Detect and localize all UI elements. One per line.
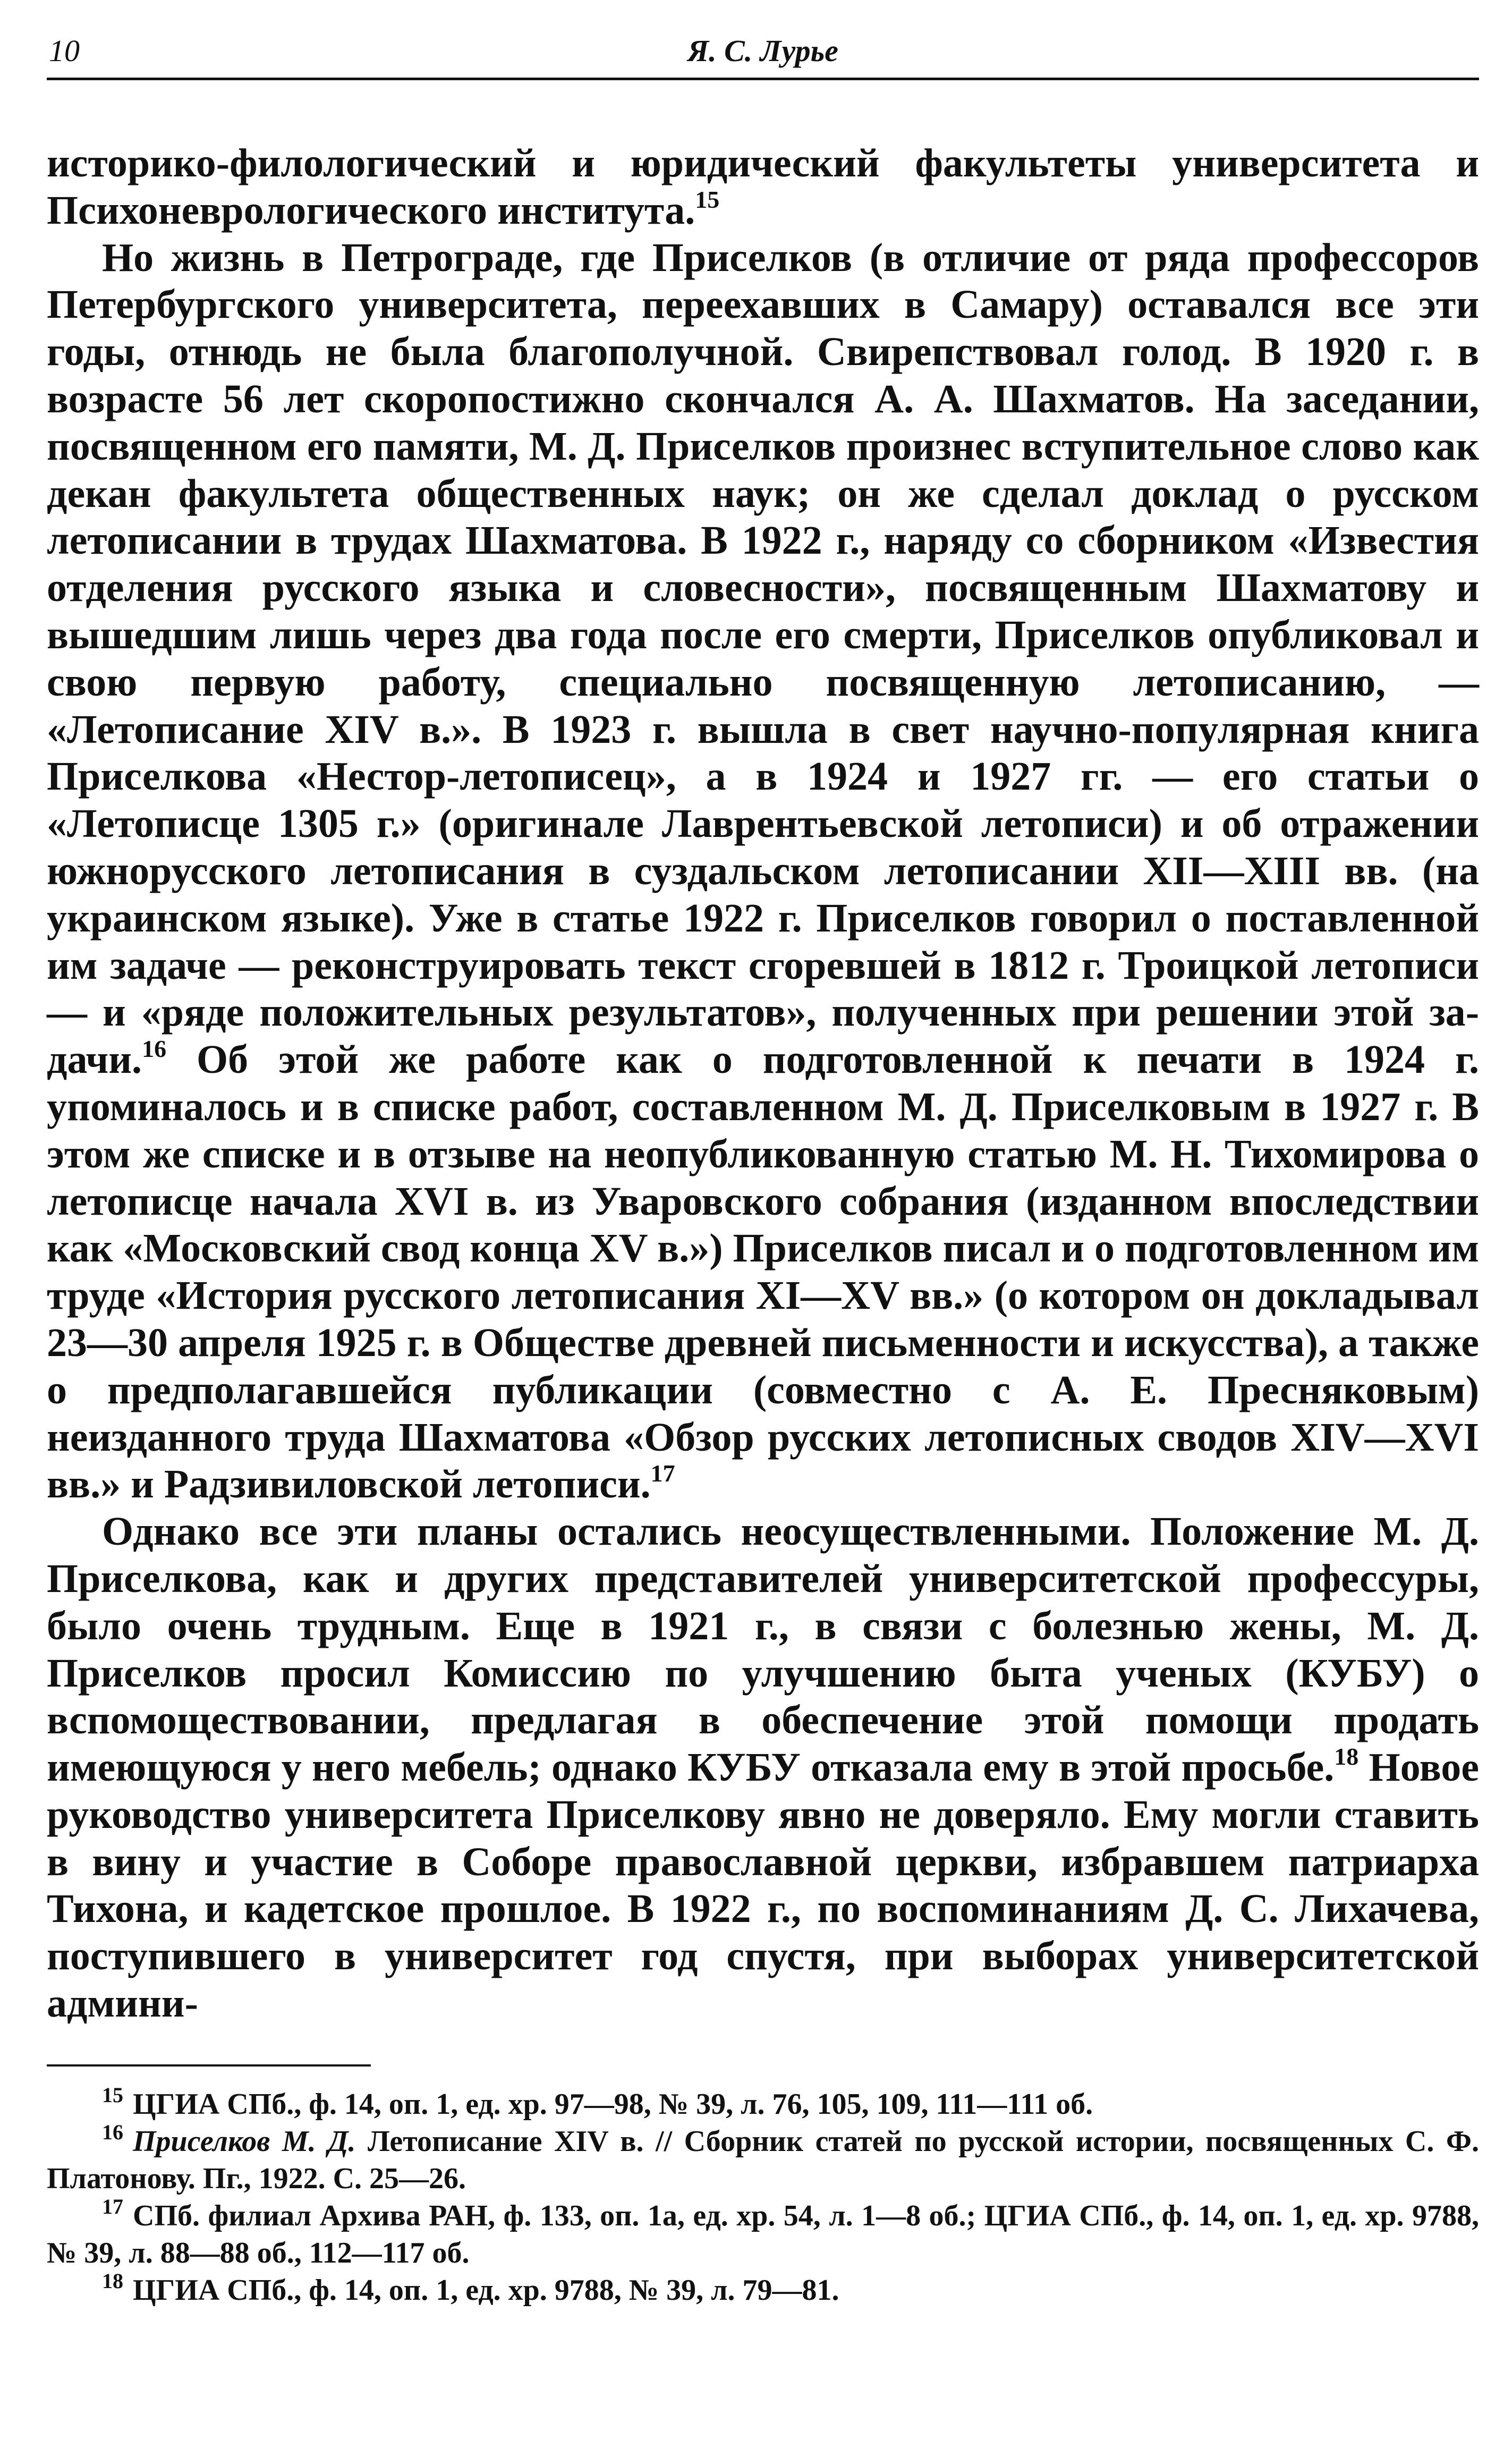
- footnote-17: [47, 2194, 1479, 2272]
- main-text: [47, 140, 1479, 2027]
- footnote-number: 16: [102, 2120, 123, 2144]
- footnote-text: Летописание XIV в. // Сборник статей по русской истории, посвященных С. Ф. Платонову. Пг., 1922. С. 25—26.: [47, 2124, 1479, 2195]
- paragraph-3-text-a: Однако все эти планы остались неосуществленными. Положение М. Д. Приселкова, как и других представителей университетской профессуры, было очень трудным. Еще в 1921 г., в связи с болезнью жены, М. Д. Приселков просил Комиссию по улучшению быта ученых (КУБУ) о вспомоществовании, предлагая в обеспечение этой помощи продать имеющуюся у него мебель; однако КУБУ отказала ему в этой просьбе.: [47, 1509, 1479, 1790]
- footnote-18: [47, 2268, 1479, 2309]
- footnote-ref-15[interactable]: 15: [695, 185, 720, 213]
- footnote-number: 18: [102, 2268, 123, 2293]
- paragraph-2-text-a: Но жизнь в Петрограде, где Приселков (в отличие от ряда профессоров Петербургского университета, переехавших в Самару) оставался все эти годы, отнюдь не была благополучной. Свирепствовал голод. В 1920 г. в возрасте 56 лет скоропостижно скончался А. А. Шахматов. На заседании, посвященном его памяти, М. Д. Приселков произнес вступительное слово как декан факультета общественных наук; он же сделал доклад о русском летописании в трудах Шахматова. В 1922 г., наряду со сборником «Известия отделения русского языка и словесности», посвященным Шахматову и вышедшим лишь через два года после его смерти, Приселков опубликовал и свою первую работу, специально посвященную летописанию, — «Летописание XIV в.». В 1923 г. вышла в свет научно-популярная книга Приселкова «Нестор-летописец», а в 1924 и 1927 гг. — его статьи о «Летописце 1305 г.» (оригинале Лаврентьевской летописи) и об отражении южнорусского летописания в суздальском летописании XII—XIII вв. (на украинском языке). Уже в статье 1922 г. Приселков говорил о поставленной им задаче — реконструировать текст сгоревшей в 1812 г. Троицкой летописи — и «ряде положительных результатов», полученных при решении этой задачи.: [47, 235, 1479, 1082]
- footnotes: [47, 2082, 1479, 2309]
- footnote-author: Приселков М. Д.: [133, 2124, 356, 2158]
- footnote-text: ЦГИА СПб., ф. 14, оп. 1, ед. хр. 97—98, № 39, л. 76, 105, 109, 111—111 об.: [133, 2087, 1093, 2121]
- footnote-text: ЦГИА СПб., ф. 14, оп. 1, ед. хр. 9788, № 39, л. 79—81.: [133, 2273, 839, 2307]
- footnote-number: 17: [102, 2194, 123, 2218]
- running-title: Я. С. Лурье: [687, 33, 838, 68]
- footnote-text: СПб. филиал Архива РАН, ф. 133, оп. 1а, ед. хр. 54, л. 1—8 об.; ЦГИА СПб., ф. 14, оп. 1, ед. хр. 9788, № 39, л. 88—88 об., 112—117 об.: [47, 2199, 1479, 2269]
- page-number: 10: [49, 33, 80, 68]
- paragraph-2-text-b: Об этой же работе как о подготовленной к печати в 1924 г. упоминалось и в списке работ, составленном М. Д. Приселковым в 1927 г. В этом же списке и в отзыве на неопубликованную статью М. Н. Тихомирова о летописце начала XVI в. из Уваровского собрания (изданном впоследствии как «Московский свод конца XV в.») Приселков писал и о подготовленном им труде «История русского летописания XI—XV вв.» (о котором он докладывал 23—30 апреля 1925 г. в Обществе древней письменности и искусства), а также о предполагавшейся публикации (совместно с А. Е. Пресняковым) неизданного труда Шахматова «Обзор русских летописных сводов XIV—XVI вв.» и Радзивиловской летописи.: [47, 1037, 1479, 1507]
- footnote-15: [47, 2082, 1479, 2123]
- page-header: [47, 27, 1479, 80]
- footnote-number: 15: [102, 2082, 123, 2107]
- paragraph-2: [47, 234, 1479, 1509]
- paragraph-1: [47, 140, 1479, 234]
- footnote-ref-18[interactable]: 18: [1334, 1743, 1359, 1771]
- footnote-divider: [47, 2064, 371, 2067]
- paragraph-3: [47, 1508, 1479, 2027]
- paragraph-3-text-b: Новое руководство университета Приселкову явно не доверяло. Ему могли ставить в вину и участие в Соборе православной церкви, избравшем патриарха Тихона, и кадетское прошлое. В 1922 г., по воспоминаниям Д. С. Лихачева, поступившего в университет год спустя, при выборах университетской админи-: [47, 1745, 1479, 2026]
- book-page: [47, 27, 1479, 2309]
- paragraph-1-text: историко-филологический и юридический факультеты университета и Психоневрологического института.: [47, 141, 1479, 233]
- footnote-16: [47, 2120, 1479, 2197]
- footnote-ref-16[interactable]: 16: [142, 1035, 167, 1063]
- footnote-ref-17[interactable]: 17: [650, 1460, 675, 1487]
